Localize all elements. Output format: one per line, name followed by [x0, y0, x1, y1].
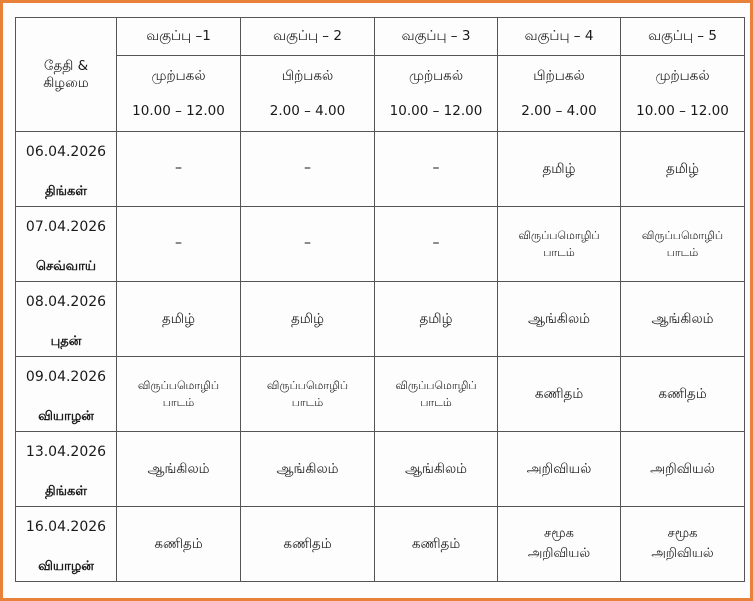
- session-header-2: [241, 56, 375, 132]
- date-day-cell: [16, 282, 117, 357]
- exam-timetable: [15, 17, 745, 582]
- subject-label: ஆங்கிலம்: [276, 460, 339, 477]
- no-exam-dash: –: [175, 235, 182, 252]
- subject-cell: [241, 357, 375, 432]
- date-label: 09.04.2026: [25, 369, 107, 385]
- subject-cell: [498, 432, 621, 507]
- subject-label: அறிவியல்: [526, 460, 592, 477]
- subject-label: தமிழ்: [542, 160, 576, 177]
- subject-label: சமூக அறிவியல்: [527, 525, 591, 561]
- no-exam-dash: –: [432, 160, 440, 177]
- class-header-1: வகுப்பு –1: [117, 18, 241, 56]
- day-label: வியாழன்: [38, 408, 94, 424]
- date-day-header: [16, 18, 117, 132]
- subject-cell: [375, 432, 498, 507]
- subject-label: கணிதம்: [411, 535, 461, 552]
- class-header-4: வகுப்பு – 4: [498, 18, 621, 56]
- no-exam-dash: –: [304, 235, 311, 252]
- subject-cell: [117, 432, 241, 507]
- subject-cell: [241, 207, 375, 282]
- subject-label: தமிழ்: [419, 310, 453, 327]
- date-label: 07.04.2026: [25, 219, 107, 235]
- no-exam-dash: –: [175, 160, 182, 177]
- session-time: 2.00 – 4.00: [521, 102, 597, 119]
- subject-cell: [621, 432, 745, 507]
- date-label: 16.04.2026: [25, 519, 107, 535]
- subject-cell: [621, 207, 745, 282]
- subject-label: ஆங்கிலம்: [147, 460, 210, 477]
- table-row: [16, 132, 745, 207]
- subject-cell: [621, 507, 745, 582]
- session-header-5: [621, 56, 745, 132]
- day-label: செவ்வாய்: [35, 258, 97, 274]
- session-header-3: [375, 56, 498, 132]
- session-time: 10.00 – 12.00: [132, 102, 225, 119]
- subject-label: ஆங்கிலம்: [651, 310, 714, 327]
- subject-cell: [117, 207, 241, 282]
- session-time: 2.00 – 4.00: [269, 102, 346, 119]
- subject-cell: [241, 507, 375, 582]
- day-label: புதன்: [50, 333, 82, 349]
- subject-cell: [621, 357, 745, 432]
- subject-label: அறிவியல்: [650, 460, 715, 477]
- table-row: [16, 282, 745, 357]
- subject-cell: [117, 282, 241, 357]
- day-label: திங்கள்: [44, 183, 88, 199]
- subject-cell: [498, 132, 621, 207]
- date-day-cell: [16, 357, 117, 432]
- date-label: 06.04.2026: [25, 144, 107, 160]
- subject-cell: [375, 507, 498, 582]
- subject-label: ஆங்கிலம்: [527, 310, 591, 327]
- subject-cell: [375, 282, 498, 357]
- subject-cell: [498, 357, 621, 432]
- subject-cell: [621, 132, 745, 207]
- subject-cell: [498, 207, 621, 282]
- session-name: முற்பகல்: [655, 67, 710, 84]
- no-exam-dash: –: [304, 160, 311, 177]
- session-name: முற்பகல்: [151, 67, 206, 84]
- subject-cell: [621, 282, 745, 357]
- subject-label: விருப்பமொழிப் பாடம்: [518, 228, 600, 259]
- subject-cell: [375, 207, 498, 282]
- subject-label: தமிழ்: [291, 310, 324, 327]
- class-header-3: வகுப்பு – 3: [375, 18, 498, 56]
- table-row: [16, 507, 745, 582]
- session-name: முற்பகல்: [408, 67, 464, 84]
- subject-cell: [498, 507, 621, 582]
- date-day-cell: [16, 132, 117, 207]
- subject-label: தமிழ்: [162, 310, 195, 327]
- class-header-2: வகுப்பு – 2: [241, 18, 375, 56]
- date-label: 13.04.2026: [25, 444, 107, 460]
- subject-label: கணிதம்: [283, 535, 332, 552]
- session-name: பிற்பகல்: [281, 67, 334, 84]
- subject-label: சமூக அறிவியல்: [651, 525, 714, 561]
- session-name: பிற்பகல்: [533, 67, 585, 84]
- date-day-cell: [16, 432, 117, 507]
- subject-label: தமிழ்: [666, 160, 699, 177]
- session-time: 10.00 – 12.00: [636, 102, 729, 119]
- subject-label: கணிதம்: [534, 385, 584, 402]
- subject-cell: [498, 282, 621, 357]
- subject-cell: [241, 132, 375, 207]
- session-time: 10.00 – 12.00: [389, 102, 483, 119]
- session-header-1: [117, 56, 241, 132]
- subject-label: ஆங்கிலம்: [404, 460, 468, 477]
- date-day-cell: [16, 507, 117, 582]
- subject-cell: [117, 357, 241, 432]
- subject-cell: [117, 132, 241, 207]
- date-label: 08.04.2026: [25, 294, 107, 310]
- subject-label: விருப்பமொழிப் பாடம்: [137, 378, 220, 409]
- session-header-4: [498, 56, 621, 132]
- class-header-5: வகுப்பு – 5: [621, 18, 745, 56]
- table-row: [16, 432, 745, 507]
- day-label: வியாழன்: [38, 558, 94, 574]
- subject-cell: [375, 132, 498, 207]
- subject-cell: [117, 507, 241, 582]
- table-row: [16, 207, 745, 282]
- no-exam-dash: –: [432, 235, 440, 252]
- subject-label: விருப்பமொழிப் பாடம்: [266, 378, 349, 409]
- day-label: திங்கள்: [44, 483, 88, 499]
- subject-label: கணிதம்: [154, 535, 203, 552]
- date-day-cell: [16, 207, 117, 282]
- date-header-label: தேதி &: [43, 57, 89, 74]
- subject-label: கணிதம்: [658, 385, 707, 402]
- subject-label: விருப்பமொழிப் பாடம்: [395, 378, 477, 409]
- subject-cell: [375, 357, 498, 432]
- day-header-label: கிழமை: [43, 74, 89, 91]
- subject-label: விருப்பமொழிப் பாடம்: [641, 228, 724, 259]
- subject-cell: [241, 282, 375, 357]
- table-row: [16, 357, 745, 432]
- subject-cell: [241, 432, 375, 507]
